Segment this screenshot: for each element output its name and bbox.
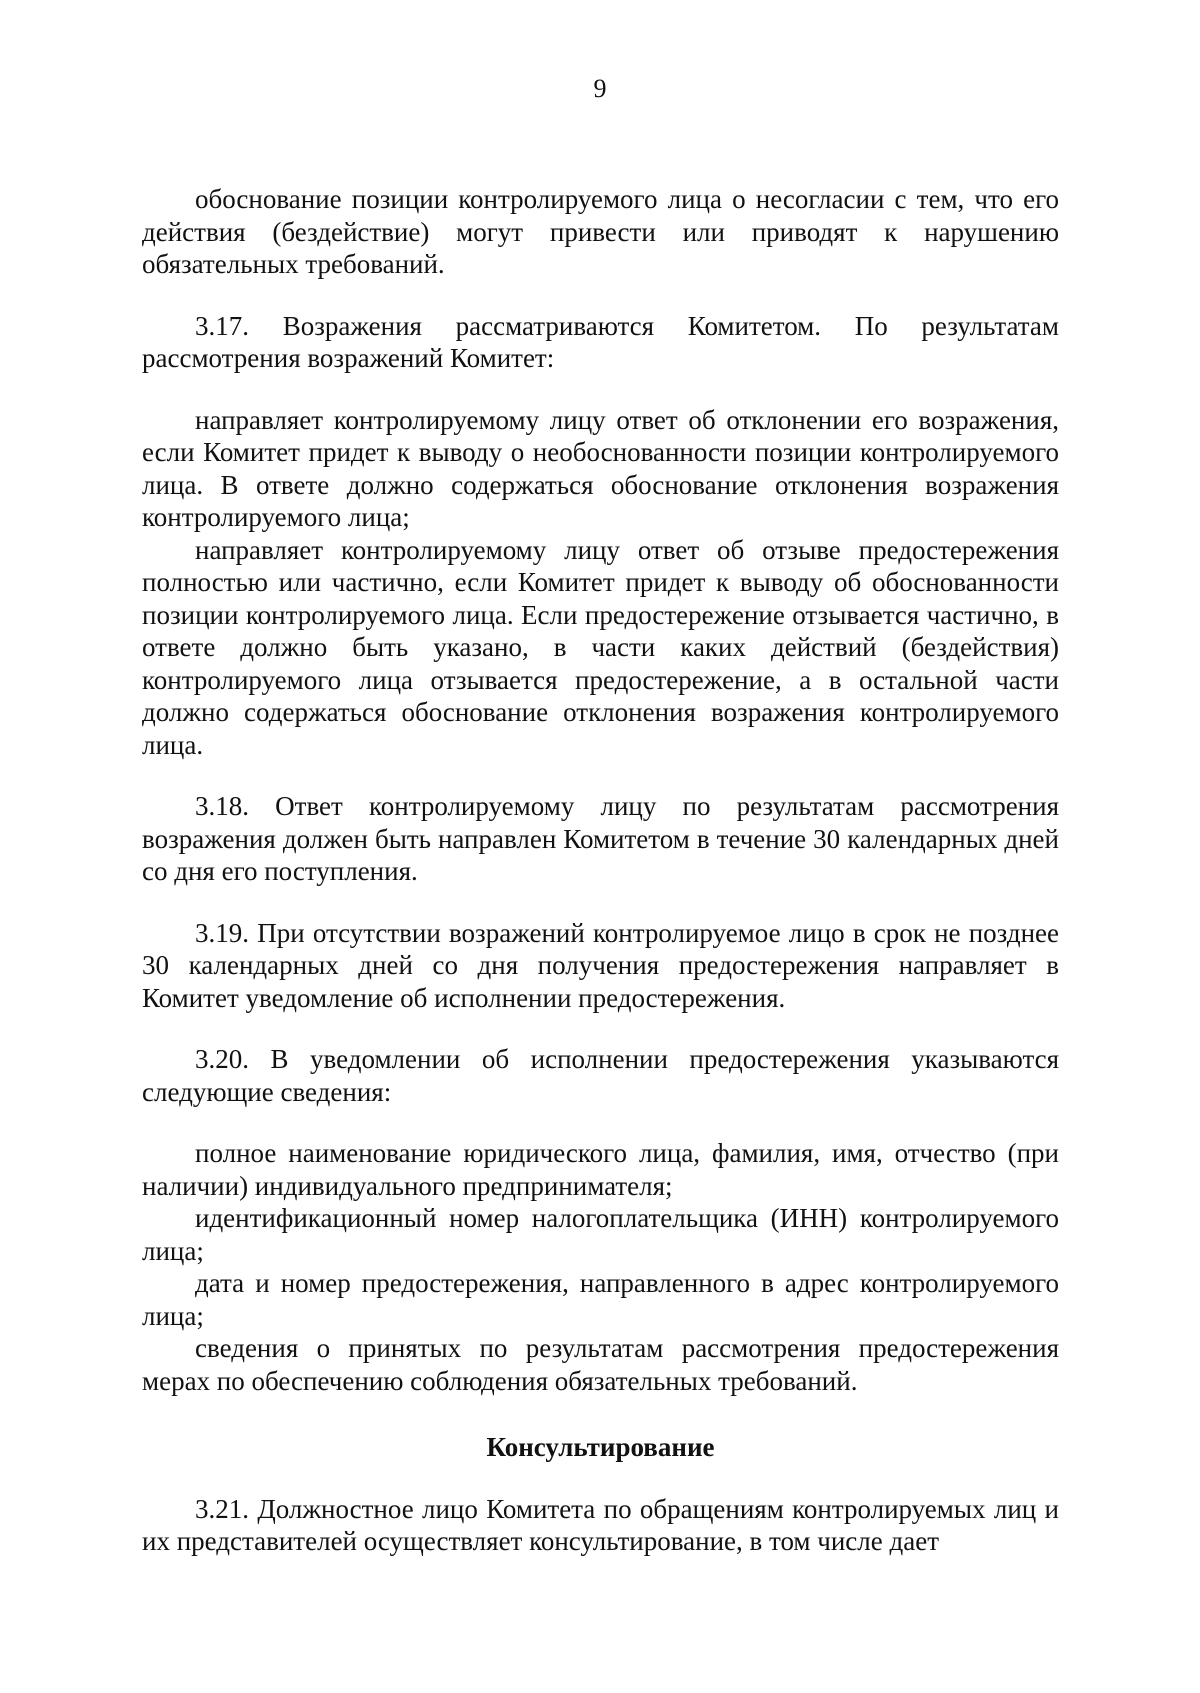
paragraph: обоснование позиции контролируемого лица о несогласии с тем, что его действия (бездействие) могут привести или приводят к нарушению обязательных требований. (142, 184, 1059, 279)
paragraph: 3.21. Должностное лицо Комитета по обращениям контролируемых лиц и их представителей осуществляет консультирование, в том числе дает (142, 1493, 1059, 1556)
paragraph: 3.18. Ответ контролируемому лицу по результатам рассмотрения возражения должен быть направлен Комитетом в течение 30 календарных дней со дня его поступления. (142, 791, 1059, 886)
paragraph: дата и номер предостережения, направленного в адрес контролируемого лица; (142, 1268, 1059, 1331)
paragraph: направляет контролируемому лицу ответ об отзыве предостережения полностью или частично, если Комитет придет к выводу об обоснованности позиции контролируемого лица. Если предостережение отзывается частично, в ответе должно быть указано, в части каких действий (бездействия) контролируемого лица отзывается предостережение, а в остальной части должно содержаться обоснование отклонения возражения контролируемого лица. (142, 534, 1059, 760)
paragraph: 3.19. При отсутствии возражений контролируемое лицо в срок не позднее 30 календарных дней со дня получения предостережения направляет в Комитет уведомление об исполнении предостережения. (142, 917, 1059, 1013)
section-heading: Консультирование (486, 1432, 715, 1462)
paragraph: направляет контролируемому лицу ответ об отклонении его возражения, если Комитет придет к выводу о необоснованности позиции контролируемого лица. В ответе должно содержаться обоснование отклонения возражения контролируемого лица; (142, 404, 1059, 532)
paragraph: 3.20. В уведомлении об исполнении предостережения указываются следующие сведения: (142, 1044, 1059, 1107)
document-body (142, 183, 1059, 1558)
page-number: 9 (593, 74, 607, 103)
paragraph: идентификационный номер налогоплательщика (ИНН) контролируемого лица; (142, 1203, 1059, 1266)
paragraph: сведения о принятых по результатам рассмотрения предостережения мерах по обеспечению соблюдения обязательных требований. (142, 1333, 1059, 1396)
paragraph: полное наименование юридического лица, фамилия, имя, отчество (при наличии) индивидуального предпринимателя; (142, 1138, 1059, 1201)
paragraph: 3.17. Возражения рассматриваются Комитетом. По результатам рассмотрения возражений Комитет: (142, 310, 1059, 373)
